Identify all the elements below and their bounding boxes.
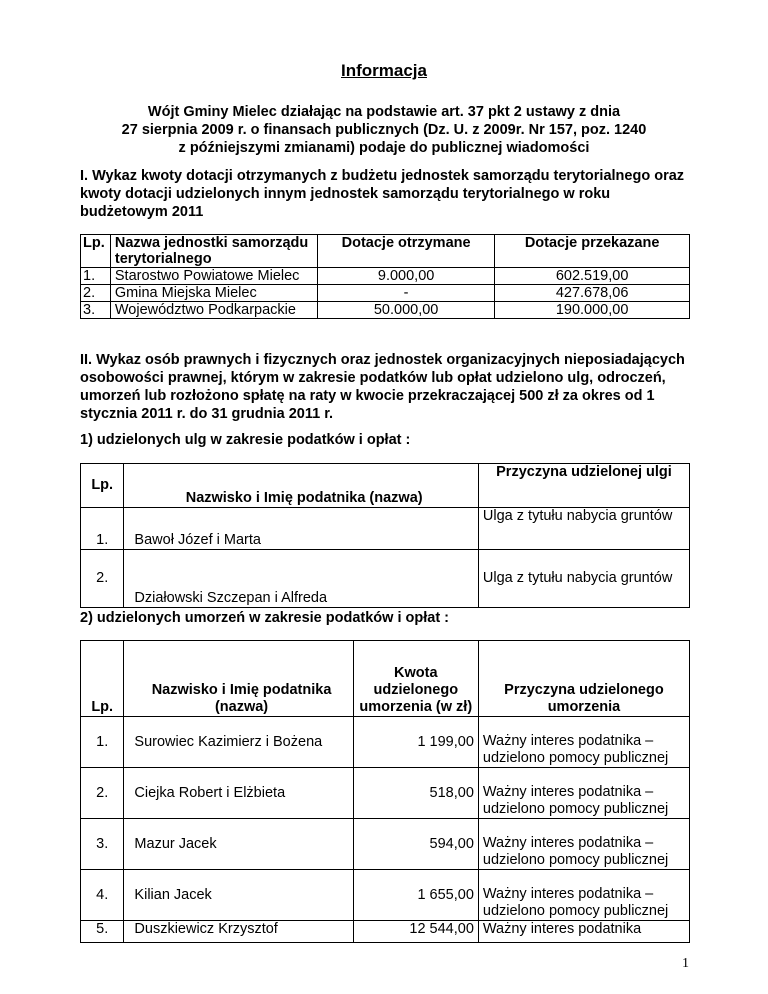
cell-name: Województwo Podkarpackie xyxy=(110,302,317,319)
table-header-row xyxy=(81,464,690,508)
page-number: 1 xyxy=(682,956,689,971)
intro-line: z późniejszymi zmianami) podaje do publicznej wiadomości xyxy=(178,140,590,156)
cell-lp: 3. xyxy=(81,819,124,870)
cell-reason: Ważny interes podatnika xyxy=(478,921,689,943)
umorzenia-table xyxy=(80,640,690,943)
umorzenia-heading: 2) udzielonych umorzeń w zakresie podatków i opłat : xyxy=(80,610,450,626)
col-lp: Lp. xyxy=(81,464,124,508)
section1-heading: I. Wykaz kwoty dotacji otrzymanych z budżetu jednostek samorządu terytorialnego oraz kwoty dotacji udzielonych innym jednostek samorządu terytorialnego w roku budżetowym 2011 xyxy=(80,168,685,220)
ulgi-table xyxy=(80,463,690,608)
cell-reason: Ważny interes podatnika – udzielono pomocy publicznej xyxy=(478,870,689,921)
cell-lp: 2. xyxy=(81,550,124,608)
cell-lp: 1. xyxy=(81,717,124,768)
cell-lp: 1. xyxy=(81,508,124,550)
cell-name: Gmina Miejska Mielec xyxy=(110,285,317,302)
cell-received: - xyxy=(317,285,494,302)
table-row xyxy=(81,870,690,921)
cell-amount: 12 544,00 xyxy=(353,921,478,943)
cell-lp: 4. xyxy=(81,870,124,921)
cell-name: Surowiec Kazimierz i Bożena xyxy=(124,717,353,768)
cell-amount: 1 199,00 xyxy=(353,717,478,768)
cell-lp: 5. xyxy=(81,921,124,943)
cell-received: 9.000,00 xyxy=(317,268,494,285)
dotacje-table xyxy=(80,234,690,319)
cell-reason: Ulga z tytułu nabycia gruntów xyxy=(478,550,689,608)
cell-given: 190.000,00 xyxy=(495,302,690,319)
intro-line: 27 sierpnia 2009 r. o finansach publicznych (Dz. U. z 2009r. Nr 157, poz. 1240 xyxy=(121,122,647,138)
col-name: Nazwa jednostki samorządu terytorialnego xyxy=(110,235,317,268)
table-row xyxy=(81,550,690,608)
col-reason: Przyczyna udzielonego umorzenia xyxy=(478,641,689,717)
cell-given: 602.519,00 xyxy=(495,268,690,285)
cell-name: Bawoł Józef i Marta xyxy=(124,508,478,550)
section2-heading: II. Wykaz osób prawnych i fizycznych oraz jednostek organizacyjnych nieposiadających osobowości prawnej, którym w zakresie podatków lub opłat udzielono ulg, odroczeń, umorzeń lub rozłożono spłatę na raty w kwocie przekraczającej 500 zł za okres od 1 stycznia 2011 r. do 31 grudnia 2011 r. xyxy=(80,352,685,422)
cell-received: 50.000,00 xyxy=(317,302,494,319)
cell-amount: 594,00 xyxy=(353,819,478,870)
col-name: Nazwisko i Imię podatnika (nazwa) xyxy=(124,464,478,508)
cell-name: Kilian Jacek xyxy=(124,870,353,921)
table-header-row xyxy=(81,641,690,717)
cell-reason: Ważny interes podatnika – udzielono pomocy publicznej xyxy=(478,717,689,768)
cell-lp: 1. xyxy=(81,268,111,285)
table-row xyxy=(81,819,690,870)
cell-amount: 1 655,00 xyxy=(353,870,478,921)
cell-name: Ciejka Robert i Elżbieta xyxy=(124,768,353,819)
table-row xyxy=(81,302,690,319)
cell-amount: 518,00 xyxy=(353,768,478,819)
cell-name: Duszkiewicz Krzysztof xyxy=(124,921,353,943)
table-header-row xyxy=(81,235,690,268)
cell-reason: Ważny interes podatnika – udzielono pomocy publicznej xyxy=(478,819,689,870)
table-row xyxy=(81,717,690,768)
col-reason: Przyczyna udzielonej ulgi xyxy=(478,464,689,508)
table-row xyxy=(81,268,690,285)
table-row xyxy=(81,508,690,550)
col-given: Dotacje przekazane xyxy=(495,235,690,268)
cell-lp: 2. xyxy=(81,768,124,819)
cell-lp: 3. xyxy=(81,302,111,319)
cell-lp: 2. xyxy=(81,285,111,302)
table-row xyxy=(81,768,690,819)
col-amount: Kwota udzielonego umorzenia (w zł) xyxy=(353,641,478,717)
cell-given: 427.678,06 xyxy=(495,285,690,302)
col-lp: Lp. xyxy=(81,641,124,717)
cell-reason: Ulga z tytułu nabycia gruntów xyxy=(478,508,689,550)
cell-name: Mazur Jacek xyxy=(124,819,353,870)
cell-name: Działowski Szczepan i Alfreda xyxy=(124,550,478,608)
col-name: Nazwisko i Imię podatnika (nazwa) xyxy=(124,641,353,717)
ulgi-heading: 1) udzielonych ulg w zakresie podatków i opłat : xyxy=(80,432,411,448)
table-row xyxy=(81,921,690,943)
intro-line: Wójt Gminy Mielec działając na podstawie art. 37 pkt 2 ustawy z dnia xyxy=(147,104,621,120)
table-row xyxy=(81,285,690,302)
intro-paragraph xyxy=(60,103,708,157)
col-received: Dotacje otrzymane xyxy=(317,235,494,268)
document-title: Informacja xyxy=(341,61,427,80)
col-lp: Lp. xyxy=(81,235,111,268)
cell-name: Starostwo Powiatowe Mielec xyxy=(110,268,317,285)
cell-reason: Ważny interes podatnika – udzielono pomocy publicznej xyxy=(478,768,689,819)
